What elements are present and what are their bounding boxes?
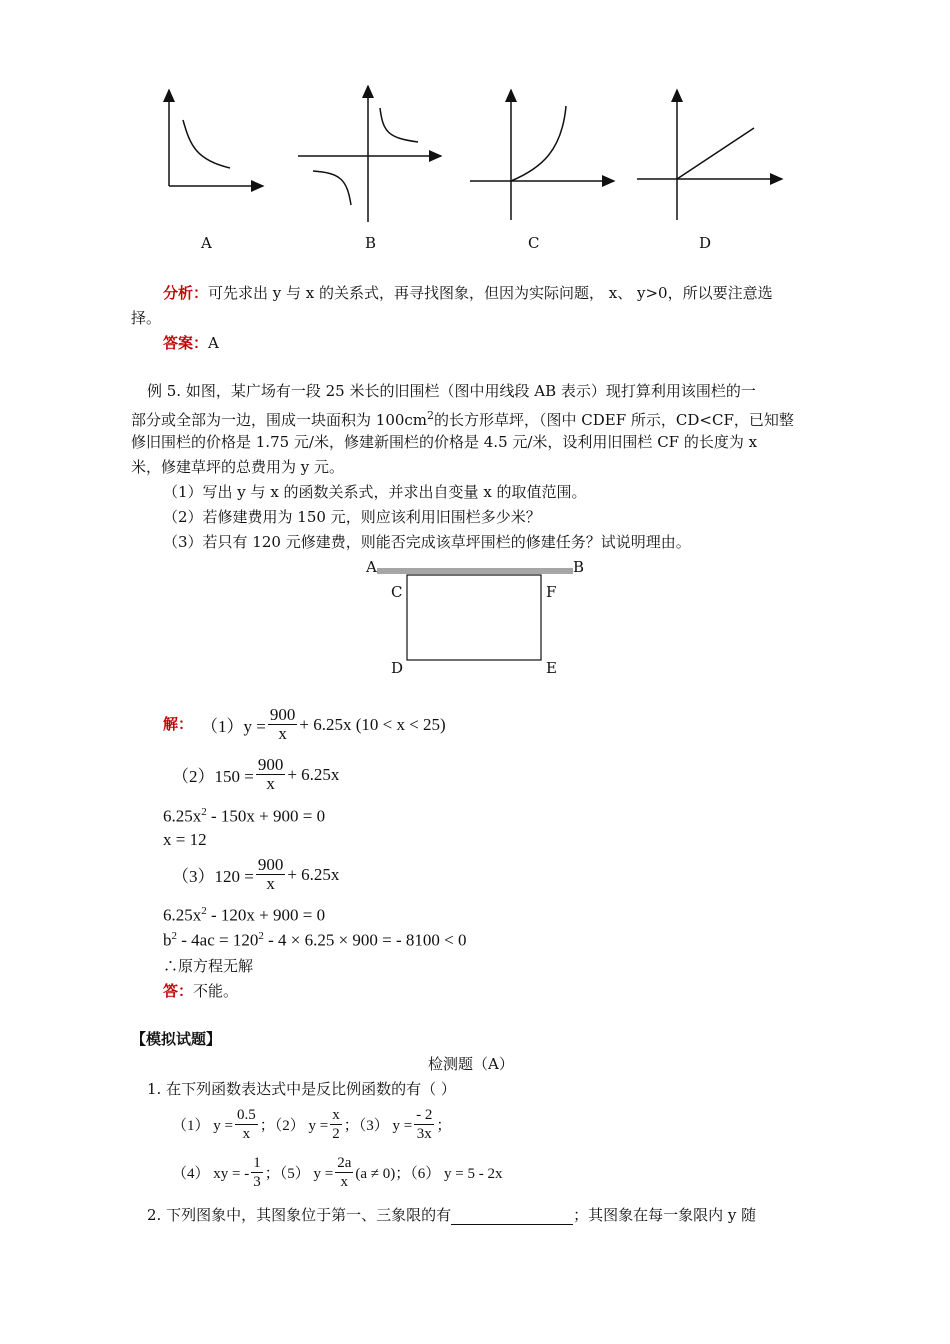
solution-step-3: （3）120 = $\frac{900}{x}$ + 6.25x <box>172 855 340 893</box>
discriminant-equation: $b^2 - 4ac = 120^2 - 4 \times 6.25 \times 900$ = - 8100 < 0 <box>163 930 467 950</box>
question-1: （1）写出 y 与 x 的函数关系式，并求出自变量 x 的取值范围。 <box>163 483 587 501</box>
graph-label-c: C <box>528 234 540 252</box>
answer-label: 答案： <box>163 334 209 352</box>
analysis-line-1 <box>163 283 773 303</box>
practice-question-2: 2. 下列图象中，其图象位于第一、三象限的有 ；其图象在每一象限内 y 随 <box>147 1206 757 1224</box>
graph-a <box>169 90 263 186</box>
question-3: （3）若只有 120 元修建费，则能否完成该草坪围栏的修建任务？试说明理由。 <box>163 533 691 551</box>
answer-line <box>163 333 219 353</box>
figure-label-c: C <box>391 583 403 601</box>
practice-question-1: 1. 在下列函数表达式中是反比例函数的有（ ） <box>147 1080 456 1098</box>
analysis-line-2: 择。 <box>131 309 162 327</box>
example5-line-1: 例 5. 如图，某广场有一段 25 米长的旧围栏（图中用线段 AB 表示）现打算利用该围栏的一 <box>147 382 756 400</box>
graph-c <box>470 90 614 220</box>
function-graphs <box>150 80 800 230</box>
graph-b <box>298 86 441 222</box>
final-answer: 答：不能。 <box>163 982 239 1000</box>
practice-subtitle: 检测题（A） <box>428 1055 514 1073</box>
example5-line-4: 米，修建草坪的总费用为 y 元。 <box>131 458 345 476</box>
example5-line-2: 部分或全部为一边，围成一块面积为 $100cm^2$的长方形草坪，（图中 CDEF 所示，CD<CF，已知整 <box>131 409 794 429</box>
example5-line-3: 修旧围栏的价格是 1.75 元/米，修建新围栏的价格是 4.5 元/米，设利用旧围栏 CF 的长度为 x <box>131 433 758 451</box>
graph-label-b: B <box>365 234 377 252</box>
graph-label-a: A <box>201 234 212 252</box>
equation-1: $6.25x^2 - 150x + 900 = 0$ <box>163 806 326 826</box>
solution-step-1: 解： （1）y = $\frac{900}{x}$ + 6.25x (10 < x < 25) <box>163 705 446 743</box>
graph-d <box>637 90 782 220</box>
figure-label-a: A <box>366 558 377 576</box>
figure-label-f: F <box>546 583 557 601</box>
q1-options-row-1: （1） y = $\frac{0.5}{x}$ ；（2） y = $\frac{x}{2}$ ；（3） y = $\frac{- 2}{3x}$ ； <box>172 1107 452 1142</box>
analysis-text: 可先求出 y 与 x 的关系式，再寻找图象，但因为实际问题， x、 y>0，所以要注意选 <box>208 284 773 302</box>
answer-value: A <box>208 334 219 352</box>
graph-label-d: D <box>699 234 712 252</box>
question-2: （2）若修建费用为 150 元，则应该利用旧围栏多少米？ <box>163 508 541 526</box>
figure-label-b: B <box>573 558 585 576</box>
conclusion: ∴原方程无解 <box>163 957 254 975</box>
equation-3: $6.25x^2 - 120x + 900 = 0$ <box>163 905 326 925</box>
solution-step-2: （2）150 = $\frac{900}{x}$ + 6.25x <box>172 755 340 793</box>
lawn-rectangle <box>407 575 541 660</box>
figure-label-e: E <box>546 659 557 677</box>
old-fence-ab <box>377 568 573 574</box>
equation-2: x = 12 <box>163 830 207 849</box>
answer-blank[interactable] <box>451 1209 573 1225</box>
final-answer-label: 答： <box>163 982 194 1000</box>
practice-heading: 【模拟试题】 <box>131 1030 222 1048</box>
q1-options-row-2: （4） xy = - $\frac{1}{3}$ ；（5） y = $\frac{2a}{x}$ (a ≠ 0)；（6） y = 5 - 2x <box>172 1155 503 1190</box>
analysis-label: 分析： <box>163 284 209 302</box>
solution-label: 解： <box>163 716 194 733</box>
figure-label-d: D <box>391 659 404 677</box>
